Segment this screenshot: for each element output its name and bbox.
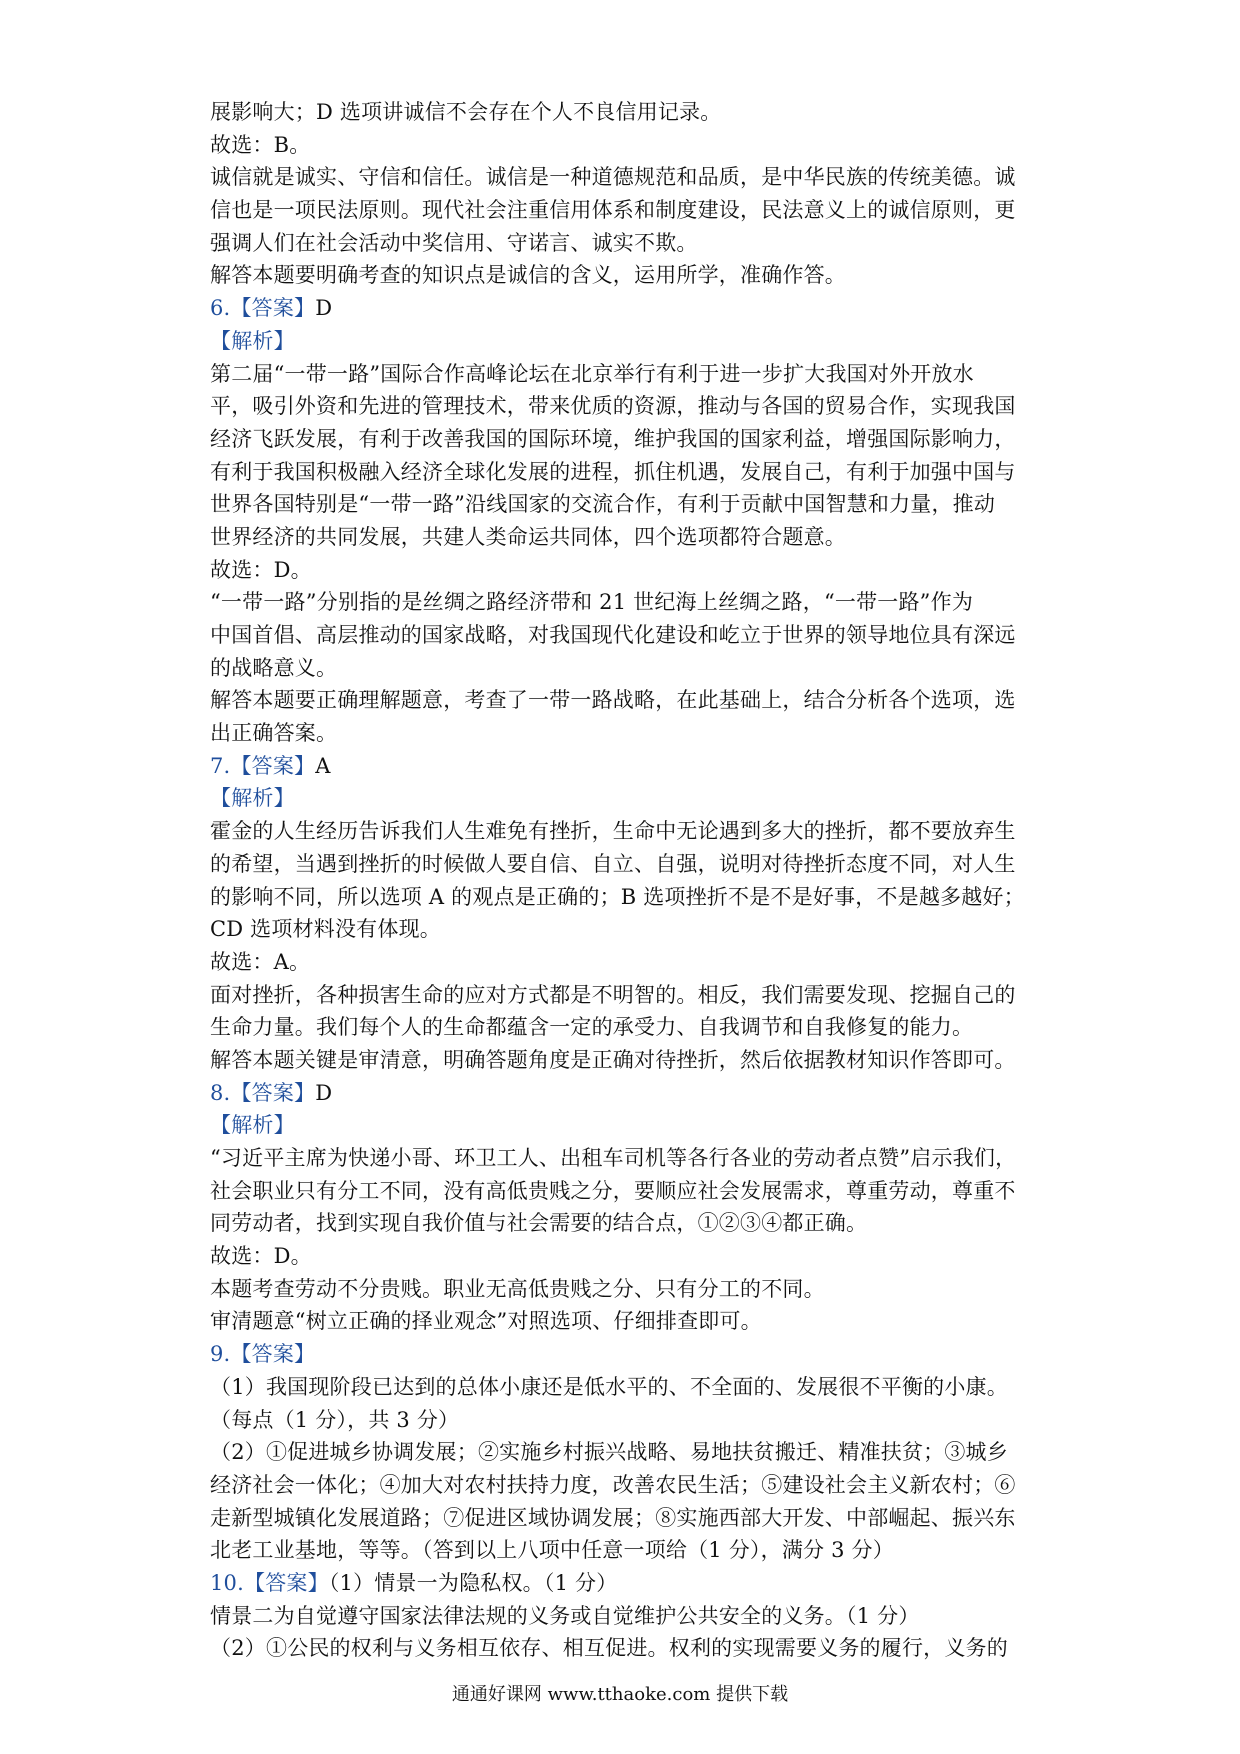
text-line: 社会职业只有分工不同，没有高低贵贱之分，要顺应社会发展需求，尊重劳动，尊重不 bbox=[210, 1178, 1016, 1203]
analysis-heading bbox=[210, 1109, 1046, 1142]
text-line: 故选：D。 bbox=[210, 557, 312, 582]
answer-tag: 【答案】 bbox=[230, 1080, 316, 1105]
analysis-heading bbox=[210, 782, 1046, 815]
text-line: 世界经济的共同发展，共建人类命运共同体，四个选项都符合题意。 bbox=[210, 524, 846, 549]
text-line: （每点（1 分），共 3 分） bbox=[210, 1407, 460, 1432]
text-line: 的影响不同，所以选项 A 的观点是正确的；B 选项挫折不是不是好事，不是越多越好； bbox=[210, 884, 1025, 909]
answer-line bbox=[210, 1567, 1046, 1600]
text-line: 生命力量。我们每个人的生命都蕴含一定的承受力、自我调节和自我修复的能力。 bbox=[210, 1015, 974, 1040]
text-line: 经济飞跃发展，有利于改善我国的国际环境，维护我国的国家利益，增强国际影响力， bbox=[210, 426, 1016, 451]
question-number: 6. bbox=[210, 296, 231, 321]
text-line: 解答本题要明确考查的知识点是诚信的含义，运用所学，准确作答。 bbox=[210, 263, 846, 288]
analysis-tag: 【解析】 bbox=[210, 328, 295, 353]
text-line: 经济社会一体化；④加大对农村扶持力度，改善农民生活；⑤建设社会主义新农村；⑥ bbox=[210, 1472, 1016, 1497]
text-line: 中国首倡、高层推动的国家战略，对我国现代化建设和屹立于世界的领导地位具有深远 bbox=[210, 623, 1016, 647]
text-line: （2）①公民的权利与义务相互依存、相互促进。权利的实现需要义务的履行，义务的 bbox=[210, 1636, 1008, 1661]
text-line: 信也是一项民法原则。现代社会注重信用体系和制度建设，民法意义上的诚信原则，更 bbox=[210, 198, 1016, 223]
text-line: “习近平主席为快递小哥、环卫工人、出租车司机等各行各业的劳动者点赞”启示我们， bbox=[210, 1146, 1017, 1170]
text-line: 有利于我国积极融入经济全球化发展的进程，抓住机遇，发展自己，有利于加强中国与 bbox=[210, 459, 1016, 484]
question-number: 7. bbox=[210, 753, 231, 778]
text-line: 走新型城镇化发展道路；⑦促进区域协调发展；⑧实施西部大开发、中部崛起、振兴东 bbox=[210, 1505, 1016, 1530]
answer-line bbox=[210, 750, 1046, 783]
analysis-tag: 【解析】 bbox=[210, 1113, 295, 1138]
question-number: 10. bbox=[210, 1570, 244, 1595]
analysis-tag: 【解析】 bbox=[210, 786, 295, 811]
text-line: 出正确答案。 bbox=[210, 721, 338, 746]
answer-value: D bbox=[315, 296, 333, 321]
text-line: 故选：B。 bbox=[210, 132, 311, 157]
page-footer: 通通好课网 www.tthaoke.com 提供下载 bbox=[451, 1684, 789, 1705]
answer-tag: 【答案】 bbox=[230, 753, 316, 778]
text-line: 的希望，当遇到挫折的时候做人要自信、自立、自强，说明对待挫折态度不同，对人生 bbox=[210, 851, 1016, 876]
question-number: 8. bbox=[210, 1080, 231, 1105]
answer-line bbox=[210, 1338, 1046, 1371]
text-line: 北老工业基地，等等。（答到以上八项中任意一项给（1 分），满分 3 分） bbox=[210, 1538, 894, 1563]
text-line: 本题考查劳动不分贵贱。职业无高低贵贱之分、只有分工的不同。 bbox=[210, 1276, 825, 1301]
text-line: 故选：A。 bbox=[210, 949, 311, 974]
answer-tag: 【答案】 bbox=[244, 1570, 329, 1595]
answer-tag: 【答案】 bbox=[230, 1342, 316, 1367]
text-line: 霍金的人生经历告诉我们人生难免有挫折，生命中无论遇到多大的挫折，都不要放弃生 bbox=[210, 819, 1016, 844]
answer-value: A bbox=[315, 753, 331, 778]
text-line: 故选：D。 bbox=[210, 1244, 312, 1269]
answer-line bbox=[210, 292, 1046, 325]
text-line: 审清题意“树立正确的择业观念”对照选项、仔细排查即可。 bbox=[210, 1309, 762, 1334]
text-line: 诚信就是诚实、守信和信任。诚信是一种道德规范和品质，是中华民族的传统美德。诚 bbox=[210, 165, 1016, 190]
text-line: 同劳动者，找到实现自我价值与社会需要的结合点，①②③④都正确。 bbox=[210, 1211, 868, 1236]
text-line: 解答本题要正确理解题意，考查了一带一路战略，在此基础上，结合分析各个选项，选 bbox=[210, 688, 1016, 713]
text-line: “一带一路”分别指的是丝绸之路经济带和 21 世纪海上丝绸之路，“一带一路”作为 bbox=[210, 590, 974, 615]
text-line: 面对挫折，各种损害生命的应对方式都是不明智的。相反，我们需要发现、挖掘自己的 bbox=[210, 982, 1016, 1007]
analysis-heading bbox=[210, 325, 1046, 358]
answer-tag: 【答案】 bbox=[230, 296, 316, 321]
text-line: 展影响大；D 选项讲诚信不会存在个人不良信用记录。 bbox=[210, 100, 722, 124]
document-body bbox=[210, 96, 1046, 1665]
answer-value: （1）情景一为隐私权。（1 分） bbox=[328, 1570, 618, 1595]
text-line: 世界各国特别是“一带一路”沿线国家的交流合作，有利于贡献中国智慧和力量，推动 bbox=[210, 492, 996, 517]
text-line: 的战略意义。 bbox=[210, 655, 338, 680]
answer-value: D bbox=[315, 1080, 333, 1105]
text-line: CD 选项材料没有体现。 bbox=[210, 917, 441, 942]
answer-line bbox=[210, 1077, 1046, 1110]
text-line: 解答本题关键是审清意，明确答题角度是正确对待挫折，然后依据教材知识作答即可。 bbox=[210, 1047, 1016, 1072]
question-number: 9. bbox=[210, 1342, 231, 1367]
text-line: 情景二为自觉遵守国家法律法规的义务或自觉维护公共安全的义务。（1 分） bbox=[210, 1603, 920, 1628]
text-line: （1）我国现阶段已达到的总体小康还是低水平的、不全面的、发展很不平衡的小康。 bbox=[210, 1374, 1008, 1399]
text-line: 强调人们在社会活动中奖信用、守诺言、诚实不欺。 bbox=[210, 230, 698, 255]
text-line: 第二届“一带一路”国际合作高峰论坛在北京举行有利于进一步扩大我国对外开放水 bbox=[210, 361, 974, 386]
text-line: （2）①促进城乡协调发展；②实施乡村振兴战略、易地扶贫搬迁、精准扶贫；③城乡 bbox=[210, 1440, 1008, 1465]
text-line: 平，吸引外资和先进的管理技术，带来优质的资源，推动与各国的贸易合作，实现我国 bbox=[210, 394, 1016, 419]
